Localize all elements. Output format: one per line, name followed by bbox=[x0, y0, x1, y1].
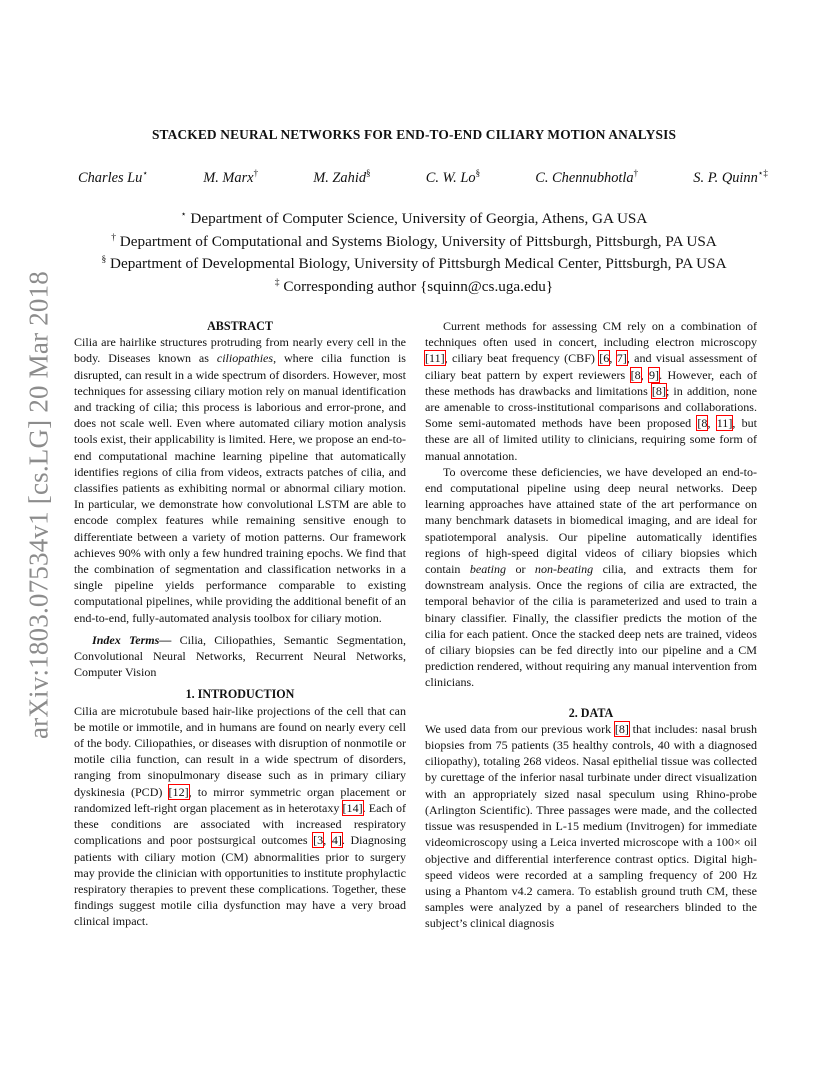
citation-link[interactable]: [11] bbox=[425, 351, 445, 366]
citation-link[interactable]: 7] bbox=[616, 351, 627, 366]
citation-link[interactable]: [12] bbox=[168, 784, 189, 799]
right-column bbox=[425, 318, 757, 932]
citation-link[interactable]: [8 bbox=[630, 367, 641, 382]
citation-link[interactable]: 11] bbox=[716, 416, 733, 431]
affiliation: § Department of Developmental Biology, University of Pittsburgh Medical Center, Pittsburgh, PA USA bbox=[101, 255, 727, 273]
index-terms: Index Terms— Cilia, Ciliopathies, Semantic Segmentation, Convolutional Neural Networks, Recurrent Neural Networks, Computer Vision bbox=[74, 632, 406, 680]
citation-link[interactable]: [8 bbox=[697, 416, 708, 431]
abstract-paragraph: Cilia are hairlike structures protruding from nearly every cell in the body. Diseases known as ciliopathies, where cilia function is disrupted, can result in a wide spectrum of disorders. However, most techniques for assessing ciliary motion rely on manual identification and tracking of cilia; this process is laborious and error-prone, and does not scale well. Even where automated ciliary motion analysis tools exist, their applicability is limited. Here, we propose an end-to-end computational machine learning pipeline that automatically identifies regions of cilia from videos, extracts patches of cilia, and classifies patients as exhibiting normal or abnormal ciliary motion. In particular, we demonstrate how convolutional LSTM are able to encode complex features while remaining sensitive enough to differentiate between a variety of motion patterns. Our framework achieves 90% with only a few hundred training epochs. We find that the combination of segmentation and classification networks in a single pipeline yields performance comparable to existing computational pipelines, while providing the additional benefit of an end-to-end, fully-automated analysis toolbox for ciliary motion. bbox=[74, 335, 406, 625]
author-list bbox=[78, 168, 768, 187]
arxiv-sidebar bbox=[23, 270, 54, 740]
affiliation: † Department of Computational and Systems Biology, University of Pittsburgh, Pittsburgh, PA USA bbox=[111, 232, 717, 250]
citation-link[interactable]: [14] bbox=[342, 800, 363, 815]
affiliation-list bbox=[0, 206, 828, 296]
data-heading: 2. DATA bbox=[568, 705, 614, 720]
arxiv-identifier: arXiv:1803.07534v1 [cs.LG] 20 Mar 2018 bbox=[23, 270, 54, 740]
citation-link[interactable]: [6 bbox=[599, 351, 610, 366]
citation-link[interactable]: 4] bbox=[331, 833, 342, 848]
pipeline-paragraph: To overcome these deficiencies, we have developed an end-to-end computational pipeline using deep neural networks. Deep learning approaches have attained state of the art performance on many benchmark datasets in biomedical imaging, and are ideal for spatiotemporal analysis. Our pipeline automatically identifies regions of high-speed digital videos of ciliary biopsies which contain beating or non-beating cilia, and extracts them for downstream analysis. Once the regions of cilia are extracted, the temporal behavior of the cilia is parameterized and used to train a binary classifier. Finally, the classifier predicts the motion of the cilia for each patient. Once the stacked deep nets are trained, videos of ciliary biopsies can be fed directly into our pipeline and a CM prediction rendered, without requiring any manual intervention from clinicians. bbox=[425, 464, 757, 690]
data-paragraph: We used data from our previous work [8] that includes: nasal brush biopsies from 75 patients (35 healthy controls, 40 with a diagnosed ciliopathy), totaling 268 videos. Nasal epithelial tissue was collected by curettage of the inferior nasal turbinate under direct visualization with an appropriately sized nasal speculum using Rhino-probe (Arlington Scientific). Three passages were made, and the collected tissue was resuspended in L-15 medium (Invitrogen) for immediate videomicroscopy using a Leica inverted microscope with a 100× oil objective and differential interference contrast optics. Digital high-speed videos were recorded at a sampling frequency of 200 Hz using a Phantom v4.2 camera. To establish ground truth CM, these samples were analyzed by a panel of researchers blinded to the subject’s clinical diagnosis bbox=[425, 721, 757, 931]
author: C. Chennubhotla† bbox=[535, 168, 639, 186]
author: M. Marx† bbox=[203, 168, 259, 186]
author: Charles Lu⋆ bbox=[78, 168, 149, 186]
affiliation: ⋆ Department of Computer Science, University of Georgia, Athens, GA USA bbox=[180, 210, 648, 228]
citation-link[interactable]: [8] bbox=[614, 721, 629, 736]
left-column bbox=[74, 318, 406, 930]
paper-title: STACKED NEURAL NETWORKS FOR END-TO-END CILIARY MOTION ANALYSIS bbox=[151, 127, 677, 142]
citation-link[interactable]: [8] bbox=[651, 383, 666, 398]
author: M. Zahid§ bbox=[313, 168, 371, 186]
introduction-heading: 1. INTRODUCTION bbox=[185, 687, 295, 702]
author: C. W. Lo§ bbox=[425, 168, 481, 186]
affiliation: ‡ Corresponding author {squinn@cs.uga.edu} bbox=[274, 277, 554, 295]
abstract-heading: ABSTRACT bbox=[207, 319, 273, 333]
author: S. P. Quinn⋆‡ bbox=[693, 168, 768, 186]
citation-link[interactable]: 9] bbox=[649, 367, 660, 382]
citation-link[interactable]: [3 bbox=[313, 833, 324, 848]
methods-paragraph: Current methods for assessing CM rely on a combination of techniques often used in concert, including electron microscopy [11], ciliary beat frequency (CBF) [6, 7], and visual assessment of ciliary beat pattern by expert reviewers [8, 9]. However, each of these methods has drawbacks and limitations [8]; in addition, none are amenable to cross-institutional comparisons and collaborations. Some semi-automated methods have been proposed [8, 11], but these are all of limited utility to clinicians, requiring some form of manual annotation. bbox=[425, 319, 758, 463]
introduction-paragraph: Cilia are microtubule based hair-like projections of the cell that can be motile or immotile, and in humans are found on nearly every cell of the body. Ciliopathies, or diseases with disruption of nonmotile or motile cilia function, can result in a wide spectrum of disorders, ranging from sinopulmonary disease such as in primary ciliary dyskinesia (PCD) [12], to mirror symmetric organ placement or randomized left-right organ placement as in heterotaxy [14]. Each of these conditions are associated with increased respiratory complications and poor postsurgical outcomes [3, 4]. Diagnosing patients with ciliary motion (CM) abnormalities prior to surgery may provide the clinician with opportunities to institute prophylactic respiratory therapies to prevent these complications. Together, these findings suggest motile cilia dysfunction may have a very broad clinical impact. bbox=[74, 703, 407, 929]
